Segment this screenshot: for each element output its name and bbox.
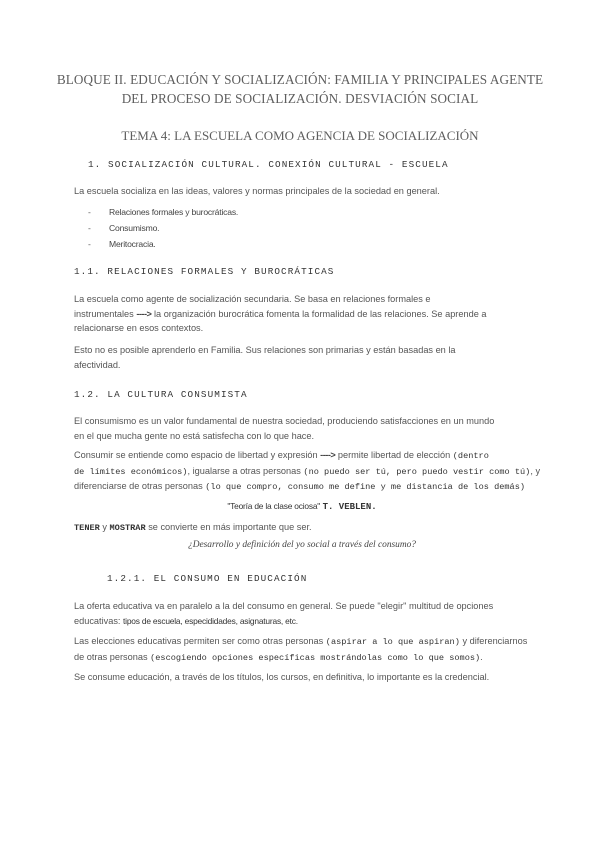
emphasis-run: TENER — [74, 523, 100, 533]
text-line — [74, 614, 530, 629]
text-line — [74, 650, 530, 666]
quote-title: "Teoría de la clase ociosa" — [227, 501, 321, 511]
section-1-heading: 1. SOCIALIZACIÓN CULTURAL. CONEXIÓN CULTURAL - ESCUELA — [88, 159, 449, 170]
section-1-1-paragraph-1 — [74, 292, 530, 336]
section-1-1-paragraph-2 — [74, 343, 530, 372]
list-item-text: Consumismo. — [109, 223, 160, 233]
text-line: La oferta educativa va en paralelo a la del consumo en general. Se puede "elegir" multitud de opciones — [74, 601, 494, 611]
text-run: y diferenciarnos — [462, 636, 528, 646]
text-line: en el que mucha gente no está satisfecha con lo que hace. — [74, 430, 315, 441]
emphasis-run: tipos de escuela, especididades, asignaturas, etc. — [123, 615, 298, 626]
text-run: Consumir se entiende como espacio de libertad y expresión — [74, 450, 318, 460]
emphasis-run: (aspirar a lo que aspiran) — [325, 637, 460, 647]
section-1-list — [88, 204, 238, 252]
text-line — [74, 634, 530, 650]
text-run: educativas: — [74, 615, 121, 626]
list-dash: - — [88, 207, 91, 217]
section-1-2-1-heading: 1.2.1. EL CONSUMO EN EDUCACIÓN — [107, 573, 308, 584]
text-line: El consumismo es un valor fundamental de nuestra sociedad, produciendo satisfacciones en un mundo — [74, 416, 495, 426]
section-1-2-1-paragraph-3: Se consume educación, a través de los títulos, los cursos, en definitiva, lo importante es la credencial. — [74, 672, 490, 682]
arrow-glyph: ----> — [320, 450, 336, 460]
list-dash: - — [88, 239, 91, 249]
section-1-2-heading: 1.2. LA CULTURA CONSUMISTA — [74, 389, 248, 400]
section-1-2-1-paragraph-2 — [74, 634, 530, 665]
list-item — [88, 220, 238, 236]
section-1-2-paragraph-1 — [74, 414, 530, 443]
block-title-line-2: DEL PROCESO DE SOCIALIZACIÓN. DESVIACIÓN SOCIAL — [121, 91, 479, 106]
text-run: de otras personas — [74, 651, 148, 662]
tema-title: TEMA 4: LA ESCUELA COMO AGENCIA DE SOCIALIZACIÓN — [121, 128, 479, 143]
arrow-glyph: ----> — [136, 308, 152, 319]
list-item — [88, 204, 238, 220]
emphasis-run: (no puedo ser tú, pero puedo vestir como tú) — [303, 466, 531, 477]
section-1-2-1-paragraph-1 — [74, 599, 530, 628]
text-run: se convierte en más importante que ser. — [148, 522, 312, 532]
quote-author: T. VEBLEN. — [322, 502, 377, 512]
text-run: la organización burocrática fomenta la formalidad de las relaciones. Se aprende a — [153, 308, 487, 319]
text-line — [74, 464, 541, 480]
list-dash: - — [88, 223, 91, 233]
emphasis-run: (escogiendo opciones específicas mostrándolas como lo que somos) — [150, 652, 481, 663]
emphasis-run: (dentro — [452, 451, 489, 461]
emphasis-run: (lo que compro, consumo me define y me distancia de los demás) — [205, 482, 526, 493]
block-title-line-1: BLOQUE II. EDUCACIÓN Y SOCIALIZACIÓN: FAMILIA Y PRINCIPALES AGENTE — [56, 72, 544, 87]
text-run: y — [102, 522, 107, 532]
list-item-text: Relaciones formales y burocráticas. — [109, 207, 239, 217]
tener-mostrar-line — [74, 520, 530, 536]
block-title — [40, 70, 560, 108]
section-1-intro: La escuela socializa en las ideas, valores y normas principales de la sociedad en general. — [74, 186, 440, 196]
section-1-1-heading: 1.1. RELACIONES FORMALES Y BUROCRÁTICAS — [74, 266, 335, 277]
emphasis-run: de límites económicos) — [74, 466, 188, 477]
text-run: permite libertad de elección — [337, 450, 451, 460]
text-line — [74, 479, 530, 495]
text-run: Las elecciones educativas permiten ser como otras personas — [74, 636, 324, 646]
text-run: diferenciarse de otras personas — [74, 481, 203, 492]
text-run: , y — [530, 465, 541, 476]
text-line: relacionarse en esos contextos. — [74, 323, 204, 334]
veblen-quote — [74, 501, 530, 512]
section-1-2-paragraph-2 — [74, 448, 541, 495]
list-item — [88, 236, 238, 252]
list-item-text: Meritocracia. — [109, 239, 156, 249]
text-line: afectividad. — [74, 359, 121, 370]
emphasis-run: MOSTRAR — [109, 523, 146, 533]
text-line — [74, 448, 530, 464]
text-run: instrumentales — [74, 308, 134, 319]
text-line: La escuela como agente de socialización secundaria. Se basa en relaciones formales e — [74, 294, 431, 304]
consumption-question: ¿Desarrollo y definición del yo social a través del consumo? — [188, 540, 416, 550]
text-line — [74, 307, 530, 322]
text-run: . — [480, 651, 483, 662]
text-run: , igualarse a otras personas — [187, 465, 301, 476]
text-line: Esto no es posible aprenderlo en Familia. Sus relaciones son primarias y están basadas en la — [74, 345, 456, 355]
